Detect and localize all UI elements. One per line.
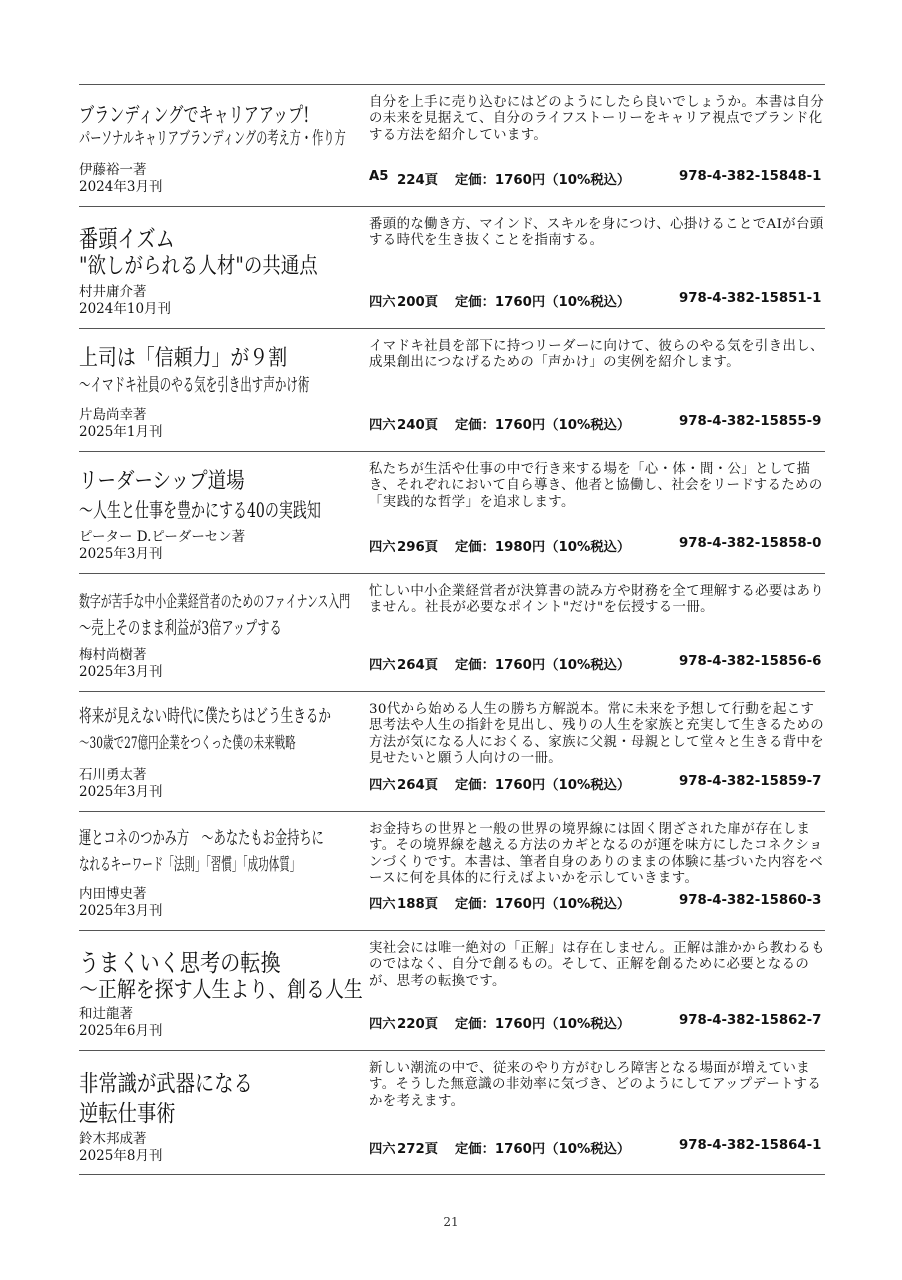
book-isbn: 978-4-382-15858-0 — [679, 536, 822, 551]
book-pages: 224頁 — [397, 173, 439, 188]
book-description: 実社会には唯一絶対の「正解」は存在しません。正解は誰かから教わるものではなく、自分で創るもの。そして、正解を創るために必要となるのが、思考の転換です。 — [369, 941, 825, 989]
book-title: 数字が苦手な中小企業経営者のためのファイナンス入門 — [79, 592, 351, 611]
book-entry — [79, 691, 825, 811]
book-pages: 272頁 — [397, 1142, 439, 1157]
book-description: 番頭的な働き方、マインド、スキルを身につけ、心掛けることでAIが台頭する時代を生き抜くことを指南する。 — [369, 217, 824, 249]
book-description: イマドキ社員を部下に持つリーダーに向けて、彼らのやる気を引き出し、成果創出につなげるための「声かけ」の実例を紹介します。 — [369, 339, 824, 371]
book-isbn: 978-4-382-15859-7 — [679, 774, 822, 789]
book-description: お金持ちの世界と一般の世界の境界線には固く閉ざされた扉が存在します。その境界線を越える方法のカギとなるのが運を味方にしたコネクションづくりです。本書は、筆者自身のありのままの体験に基づいた内容をベースに何を具体的に行えばよいかを示していきます。 — [369, 822, 824, 886]
book-price: 定価：1760円（10%税込） — [455, 418, 631, 433]
book-list — [79, 84, 825, 1175]
book-description: 私たちが生活や仕事の中で行き来する場を「心・体・間・公」として描き、それぞれにおいて自ら導き、他者と協働し、社会をリードするための「実践的な哲学」を追求します。 — [369, 462, 823, 510]
book-format: 四六 — [369, 1142, 396, 1157]
book-title: うまくいく思考の転換 — [79, 949, 281, 977]
book-author: 村井庸介著 — [79, 284, 147, 300]
book-isbn: 978-4-382-15860-3 — [679, 893, 822, 908]
book-title: 番頭イズム — [79, 225, 175, 253]
book-author: 和辻龍著 — [79, 1006, 133, 1022]
book-pages: 264頁 — [397, 658, 439, 673]
book-entry — [79, 328, 825, 451]
book-price: 定価：1760円（10%税込） — [455, 1017, 631, 1032]
book-format: 四六 — [369, 897, 396, 912]
book-format: 四六 — [369, 778, 396, 793]
book-author: 梅村尚樹著 — [79, 647, 147, 663]
book-isbn: 978-4-382-15851-1 — [679, 291, 822, 306]
book-title: 上司は「信頼力」が９割 — [79, 346, 288, 371]
book-publication-date: 2025年8月刊 — [79, 1148, 163, 1164]
book-publication-date: 2025年3月刊 — [79, 784, 163, 800]
book-isbn: 978-4-382-15862-7 — [679, 1013, 822, 1028]
book-info-line — [369, 169, 825, 188]
book-entry — [79, 451, 825, 573]
book-price: 定価：1760円（10%税込） — [455, 897, 631, 912]
book-price: 定価：1980円（10%税込） — [455, 540, 631, 555]
book-entry — [79, 811, 825, 930]
book-subtitle: ～30歳で27億円企業をつくった僕の未来戦略 — [79, 733, 296, 752]
book-author: 伊藤裕一著 — [79, 162, 147, 178]
book-subtitle: ～売上そのまま利益が3倍アップする — [79, 618, 282, 639]
book-title: 非常識が武器になる — [79, 1071, 253, 1097]
book-entry — [79, 84, 825, 206]
book-info-line — [369, 774, 825, 793]
book-entry — [79, 1050, 825, 1175]
book-price: 定価：1760円（10%税込） — [455, 778, 631, 793]
book-isbn: 978-4-382-15864-1 — [679, 1138, 822, 1153]
book-format: 四六 — [369, 418, 396, 433]
book-publication-date: 2025年3月刊 — [79, 903, 163, 919]
book-author: 鈴木邦成著 — [79, 1131, 147, 1147]
book-info-line — [369, 1013, 825, 1032]
book-subtitle: ～イマドキ社員のやる気を引き出す声かけ術 — [79, 375, 310, 396]
book-price: 定価：1760円（10%税込） — [455, 1142, 631, 1157]
book-price: 定価：1760円（10%税込） — [455, 658, 631, 673]
book-isbn: 978-4-382-15856-6 — [679, 654, 822, 669]
book-pages: 200頁 — [397, 295, 439, 310]
book-info-line — [369, 893, 825, 912]
page-number: 21 — [443, 1215, 459, 1229]
book-subtitle: ～人生と仕事を豊かにする40の実践知 — [79, 498, 321, 522]
book-author: 片島尚幸著 — [79, 407, 147, 423]
book-entry — [79, 930, 825, 1050]
book-format: 四六 — [369, 1017, 396, 1032]
book-publication-date: 2024年3月刊 — [79, 179, 163, 195]
book-subtitle: なれるキーワード「法則」「習慣」「成功体質」 — [79, 855, 301, 875]
book-publication-date: 2025年6月刊 — [79, 1023, 163, 1039]
book-title: ブランディングでキャリアアップ! — [79, 103, 310, 127]
book-subtitle: パーソナルキャリアブランディングの考え方・作り方 — [79, 129, 346, 149]
book-pages: 240頁 — [397, 418, 439, 433]
book-author: 石川勇太著 — [79, 767, 147, 783]
book-subtitle: ～正解を探す人生より、創る人生 — [79, 978, 363, 1003]
book-description: 忙しい中小企業経営者が決算書の読み方や財務を全て理解する必要はありません。社長が必要なポイント"だけ"を伝授する一冊。 — [369, 584, 825, 616]
book-price: 定価：1760円（10%税込） — [455, 295, 631, 310]
book-format: 四六 — [369, 658, 396, 673]
book-info-line — [369, 414, 825, 433]
book-author: ピーター D.ピーダーセン著 — [79, 529, 246, 545]
book-title: リーダーシップ道場 — [79, 469, 245, 494]
book-description: 30代から始める人生の勝ち方解説本。常に未来を予想して行動を起こす思考法や人生の指針を見出し、残りの人生を家族と充実して生きるための方法が気になる人におくる、家族に父親・母親として堂々と生きる背中を見せたいと願う人向けの一冊。 — [369, 702, 825, 766]
book-format: 四六 — [369, 540, 396, 555]
book-publication-date: 2025年3月刊 — [79, 546, 163, 562]
book-publication-date: 2024年10月刊 — [79, 301, 172, 317]
book-info-line — [369, 1138, 825, 1157]
book-title: 将来が見えない時代に僕たちはどう生きるか — [79, 706, 331, 727]
book-isbn: 978-4-382-15848-1 — [679, 169, 822, 184]
book-pages: 296頁 — [397, 540, 439, 555]
book-subtitle: "欲しがられる人材"の共通点 — [79, 254, 318, 279]
book-price: 定価：1760円（10%税込） — [455, 173, 631, 188]
book-description: 自分を上手に売り込むにはどのようにしたら良いでしょうか。本書は自分の未来を見据えて、自分のライフストーリーをキャリア視点でブランド化する方法を紹介しています。 — [369, 95, 825, 143]
book-info-line — [369, 654, 825, 673]
book-description: 新しい潮流の中で、従来のやり方がむしろ障害となる場面が増えています。そうした無意識の非効率に気づき、どのようにしてアップデートするかを考えます。 — [369, 1061, 822, 1109]
book-isbn: 978-4-382-15855-9 — [679, 414, 822, 429]
book-pages: 220頁 — [397, 1017, 439, 1032]
book-publication-date: 2025年3月刊 — [79, 664, 163, 680]
book-entry — [79, 573, 825, 691]
book-pages: 264頁 — [397, 778, 439, 793]
book-info-line — [369, 536, 825, 555]
book-author: 内田博史著 — [79, 886, 147, 902]
book-subtitle: 逆転仕事術 — [79, 1101, 176, 1127]
book-title: 運とコネのつかみ方 ～あなたもお金持ちに — [79, 828, 324, 849]
book-format: A5 — [369, 169, 389, 184]
book-pages: 188頁 — [397, 897, 439, 912]
book-entry — [79, 206, 825, 328]
book-format: 四六 — [369, 295, 396, 310]
book-publication-date: 2025年1月刊 — [79, 424, 163, 440]
book-info-line — [369, 291, 825, 310]
